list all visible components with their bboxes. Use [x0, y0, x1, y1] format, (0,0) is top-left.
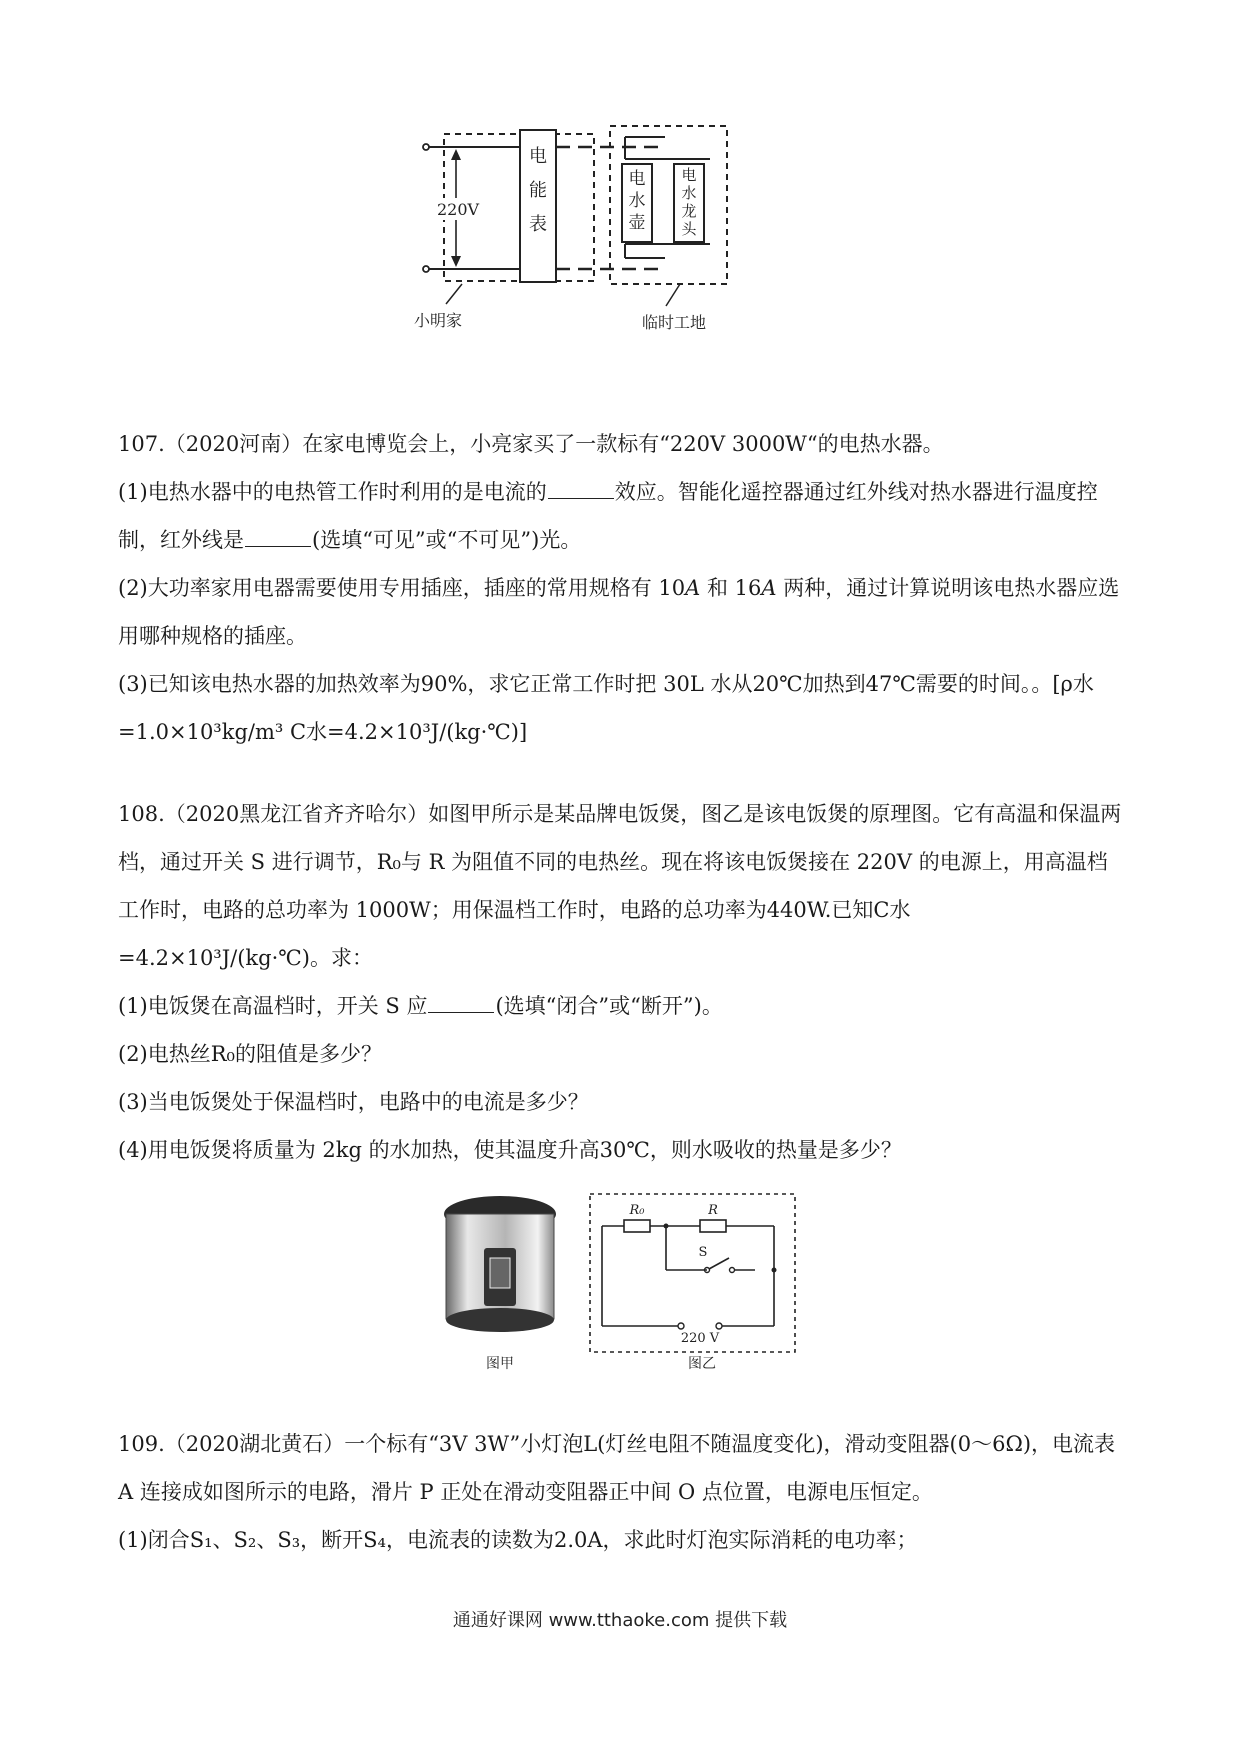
source-label: 220 V — [680, 1331, 720, 1346]
q109-part1: (1)闭合S₁、S₂、S₃，断开S₄，电流表的读数为2.0A，求此时灯泡实际消耗的电功率； — [118, 1528, 918, 1552]
question-109 — [118, 1420, 1122, 1564]
q108-part4: (4)用电饭煲将质量为 2kg 的水加热，使其温度升高30℃，则水吸收的热量是多少？ — [118, 1138, 902, 1162]
meter-wiring-diagram — [413, 120, 840, 360]
rice-cooker-figure — [440, 1190, 810, 1375]
q107-part2: (2)大功率家用电器需要使用专用插座，插座的常用规格有 10A 和 16A 两种，通过计算说明该电热水器应选用哪种规格的插座。 — [118, 576, 1120, 648]
figure-caption-a: 图甲 — [486, 1356, 514, 1372]
q108-header: 108.（2020黑龙江省齐齐哈尔）如图甲所示是某品牌电饭煲，图乙是该电饭煲的原理图。它有高温和保温两档，通过开关 S 进行调节，R₀与 R 为阻值不同的电热丝。现在将该电饭煲接在 220V 的电源上，用高温档工作时，电路的总功率为 1000W；用保温档工作时，电路的总功率为440W.已知C水=4.2×10³J/(kg·℃)。求： — [118, 802, 1122, 970]
r-label: R — [708, 1203, 718, 1218]
meter-label: 电能表 — [529, 146, 547, 235]
rice-cooker-image — [444, 1196, 556, 1332]
page-footer: 通通好课网 www.tthaoke.com 提供下载 — [452, 1610, 788, 1631]
question-107 — [118, 420, 1122, 756]
site-label: 临时工地 — [641, 313, 707, 332]
question-108 — [118, 790, 1122, 1174]
q109-header: 109.（2020湖北黄石）一个标有“3V 3W”小灯泡L(灯丝电阻不随温度变化)，滑动变阻器(0～6Ω)，电流表 A 连接成如图所示的电路，滑片 P 正处在滑动变阻器正中间 O 点位置，电源电压恒定。 — [118, 1432, 1116, 1504]
q107-part1: (1)电热水器中的电热管工作时利用的是电流的 效应。智能化遥控器通过红外线对热水器进行温度控制，红外线是 (选填“可见”或“不可见”)光。 — [118, 480, 1098, 552]
figure-caption-b: 图乙 — [688, 1356, 716, 1372]
faucet-label: 电水龙头 — [681, 166, 697, 238]
q108-part3: (3)当电饭煲处于保温档时，电路中的电流是多少？ — [118, 1090, 589, 1114]
r0-label: R₀ — [629, 1203, 645, 1218]
s-label: S — [698, 1245, 708, 1260]
q107-part3: (3)已知该电热水器的加热效率为90%，求它正常工作时把 30L 水从20℃加热到47℃需要的时间。。[ρ水=1.0×10³kg/m³ C水=4.2×10³J/(kg·℃)] — [118, 672, 1094, 744]
answer-blank — [245, 526, 311, 547]
home-label: 小明家 — [413, 311, 463, 330]
voltage-label: 220V — [436, 200, 480, 219]
q107-header: 107.（2020河南）在家电博览会上，小亮家买了一款标有“220V 3000W“的电热水器。 — [118, 432, 944, 456]
answer-blank — [548, 478, 614, 499]
answer-blank — [428, 992, 494, 1013]
kettle-label: 电水壶 — [628, 169, 646, 233]
q108-part2: (2)电热丝R₀的阻值是多少？ — [118, 1042, 382, 1066]
q108-part1: (1)电饭煲在高温档时，开关 S 应 (选填“闭合”或“断开”)。 — [118, 994, 723, 1018]
